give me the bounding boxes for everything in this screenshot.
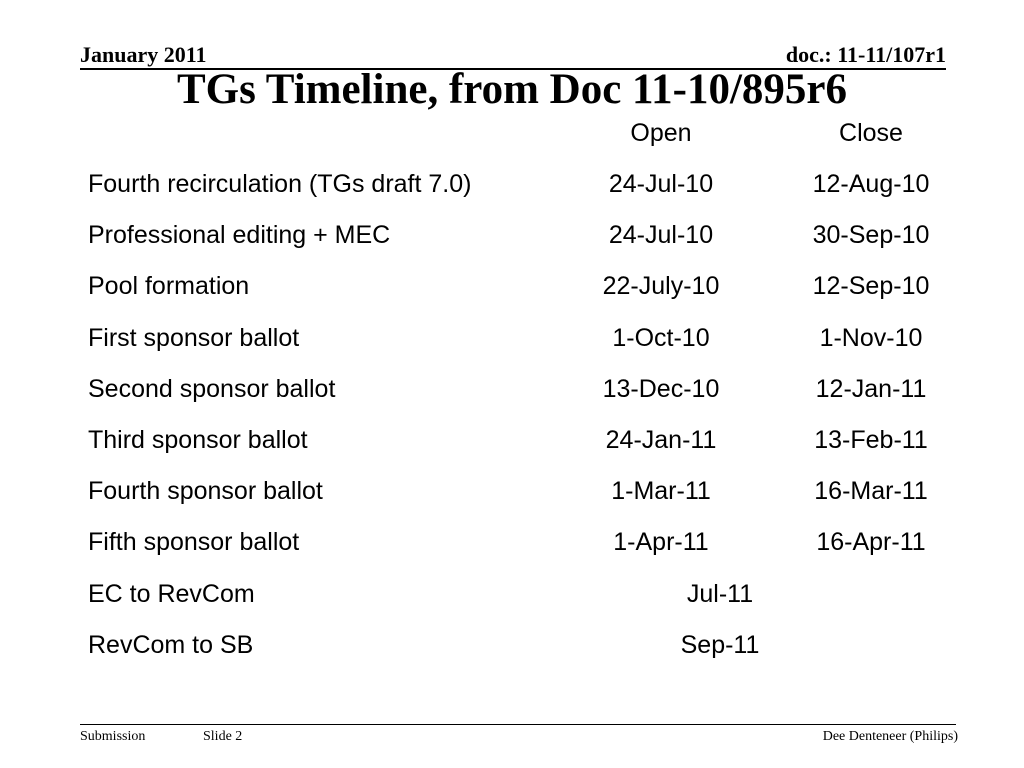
table-row <box>0 473 1024 524</box>
row-date: Sep-11 <box>680 630 760 659</box>
table-row <box>0 627 1024 678</box>
row-open-date: 1-Mar-11 <box>611 477 711 506</box>
row-open-date: 1-Oct-10 <box>612 323 710 352</box>
table-row <box>0 217 1024 268</box>
row-open-date: 24-Jul-10 <box>608 170 714 198</box>
row-open-date: 24-Jul-10 <box>608 221 714 250</box>
row-open-date: 22-July-10 <box>602 272 720 301</box>
row-label: Pool formation <box>88 272 250 301</box>
row-label: Fourth recirculation (TGs draft 7.0) <box>88 170 472 198</box>
header-doc-number: doc.: 11-11/107r1 <box>785 42 946 67</box>
row-close-date: 16-Apr-11 <box>816 528 926 557</box>
footer-author: Dee Denteneer (Philips) <box>822 729 958 744</box>
row-date: Jul-11 <box>686 579 754 608</box>
row-label: Third sponsor ballot <box>88 425 308 454</box>
table-row <box>0 371 1024 422</box>
row-label: EC to RevCom <box>88 579 255 608</box>
row-label: RevCom to SB <box>88 630 254 659</box>
table-row <box>0 166 1024 217</box>
row-label: Fifth sponsor ballot <box>88 528 300 557</box>
row-open-date: 24-Jan-11 <box>605 425 717 454</box>
row-open-date: 13-Dec-10 <box>602 374 720 403</box>
row-label: Second sponsor ballot <box>88 374 336 403</box>
table-row <box>0 524 1024 575</box>
table-row <box>0 320 1024 371</box>
row-close-date: 1-Nov-10 <box>819 323 923 352</box>
column-header-open: Open <box>630 119 692 147</box>
row-open-date: 1-Apr-11 <box>613 528 709 557</box>
row-close-date: 12-Sep-10 <box>812 272 930 301</box>
row-close-date: 12-Aug-10 <box>812 170 930 198</box>
slide-title: TGs Timeline, from Doc 11-10/895r6 <box>176 66 848 113</box>
row-label: Fourth sponsor ballot <box>88 477 323 506</box>
table-row <box>0 268 1024 319</box>
row-close-date: 12-Jan-11 <box>815 374 927 403</box>
table-row <box>0 576 1024 627</box>
row-close-date: 13-Feb-11 <box>814 425 928 454</box>
timeline-table <box>0 166 1024 678</box>
column-header-close: Close <box>839 119 903 147</box>
footer-divider <box>80 724 956 725</box>
footer-slide-number: Slide 2 <box>203 729 243 744</box>
table-row <box>0 422 1024 473</box>
row-close-date: 30-Sep-10 <box>812 221 930 250</box>
row-label: First sponsor ballot <box>88 323 300 352</box>
row-close-date: 16-Mar-11 <box>814 477 928 506</box>
header-date: January 2011 <box>80 42 207 67</box>
row-label: Professional editing + MEC <box>88 221 391 250</box>
footer-submission: Submission <box>80 729 146 744</box>
